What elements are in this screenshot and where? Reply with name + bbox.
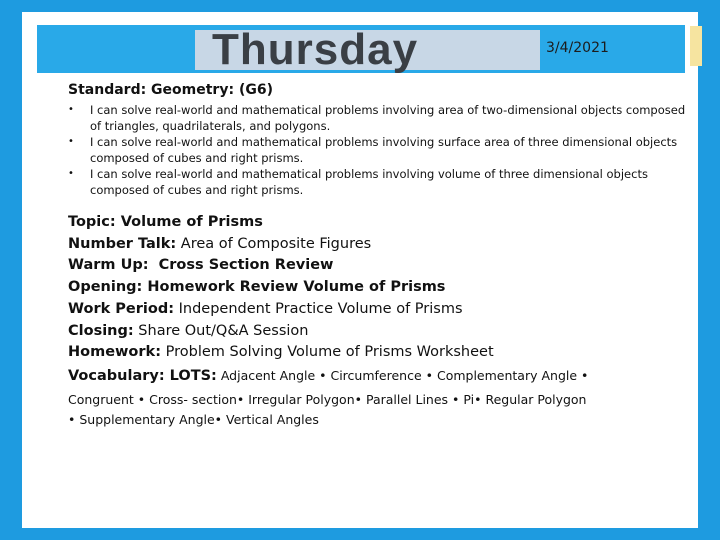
closing-value: Share Out/Q&A Session [133,322,309,339]
opening-label: Opening: [68,279,143,296]
homework-row [68,342,688,364]
work-period-label: Work Period: [68,300,175,317]
topic-row [68,212,688,234]
number-talk-label: Number Talk: [68,235,177,252]
standard-text: I can solve real-world and mathematical problems involving surface area of three dimensional objects composed of cubes and right prisms. [90,135,678,165]
vocabulary-cont [68,390,688,430]
homework-value: Problem Solving Volume of Prisms Worksheet [161,344,494,361]
opening-row [68,277,688,299]
closing-row [68,321,688,343]
homework-label: Homework: [68,344,161,361]
vocabulary-label: Vocabulary: LOTS: [68,367,217,384]
closing-label: Closing: [68,322,134,339]
topic-value: Volume of Prisms [115,214,263,230]
warm-up-row [68,255,688,277]
work-period-value: Independent Practice Volume of Prisms [174,300,463,317]
work-period-row [68,299,688,321]
standard-text: I can solve real-world and mathematical problems involving area of two-dimensional objects composed of triangles, quadrilaterals, and polygons. [90,103,686,133]
bullet-icon: • [68,136,74,147]
warm-up-label: Warm Up: [68,257,149,274]
standard-item [68,102,688,134]
opening-value: Homework Review Volume of Prisms [142,279,446,296]
vocabulary-line-3: • Supplementary Angle• Vertical Angles [68,411,319,427]
warm-up-value: Cross Section Review [148,257,334,274]
vocabulary [68,366,688,386]
topic-label: Topic: [68,214,116,230]
number-talk-row [68,234,688,256]
lesson-plan [68,212,688,364]
standard-heading: Standard: Geometry: (G6) [68,82,273,98]
day-title: Thursday [212,25,419,74]
date-label: 3/4/2021 [546,40,609,56]
number-talk-value: Area of Composite Figures [176,235,372,252]
lesson-content [68,82,688,430]
header-side-tab [690,26,702,66]
bullet-icon: • [68,104,74,115]
bullet-icon: • [68,168,74,179]
standard-item [68,166,688,198]
vocabulary-line-1: Adjacent Angle • Circumference • Complementary Angle • [216,367,589,383]
standard-item [68,134,688,166]
standards-list [68,102,688,198]
standard-text: I can solve real-world and mathematical problems involving volume of three dimensional objects composed of cubes and right prisms. [90,167,648,197]
vocabulary-line-2: Congruent • Cross- section• Irregular Polygon• Parallel Lines • Pi• Regular Polygon [68,391,587,407]
